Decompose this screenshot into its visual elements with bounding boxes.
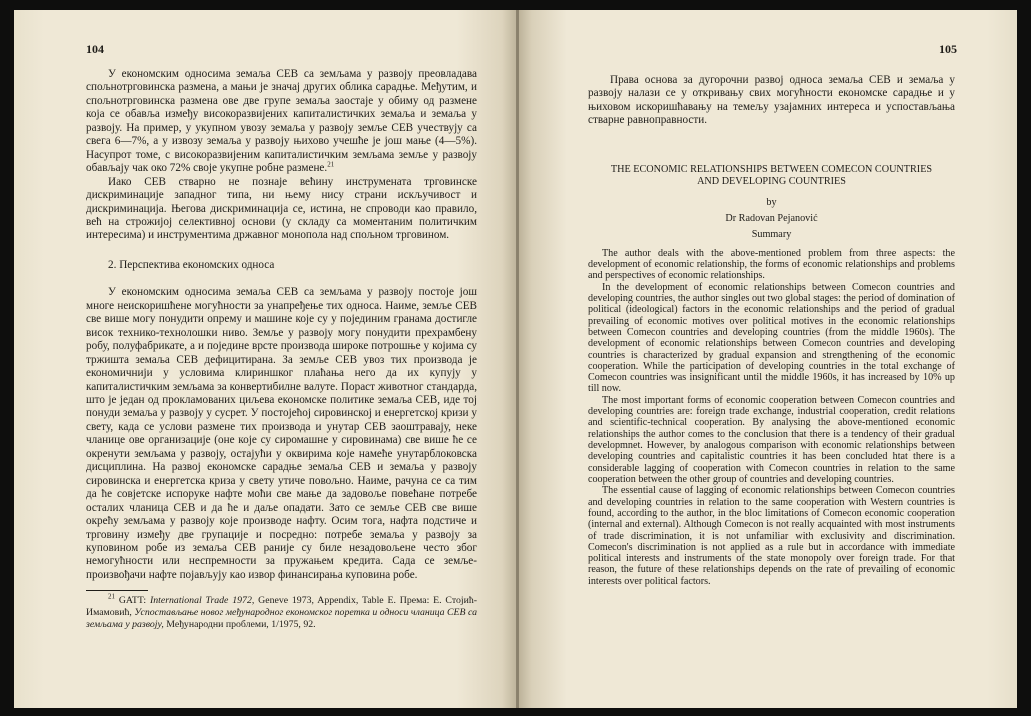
summary-title-line-2: AND DEVELOPING COUNTRIES: [697, 175, 846, 187]
page-number-right: 105: [939, 42, 957, 56]
footnote-tail: Међународни проблеми, 1/1975, 92.: [163, 618, 316, 630]
footnote: [86, 595, 477, 630]
summary-paragraph: The essential cause of lagging of economic relationships between Comecon countries and developing countries in relation to the same cooperation with Western countries is found, according to the author, in the bloc limitations of Comecon economic cooperation (internal and external). Although Comecon is not really acquainted with most instruments of trade discrimination, it is not unfamiliar with exclusivity and discrimination. Comecon's discrimination is not applied as a rule but in accordance with immediate political interests and instruments of the state monopoly over foreign trade. For that reason, the future of these relationships depends on the rate of prevailing of economic interests over political factors.: [588, 485, 955, 587]
summary-paragraph: In the development of economic relationships between Comecon countries and developing countries, the author singles out two global stages: the period of domination of political (ideological) factors in the economic relationships and the period of gradual prevailing of economic motives over political motives in the economic relationships between Comecon countries and developing countries (from the middle 1960s). The development of economic relationships between Comecon countries and developing countries is characterized by gradual expansion and strengthening of the economic cooperation. While the participation of developing countries in the total exchange of Comecon countries was insignificant until the middle 1960s, it has increased by 10% up till now.: [588, 281, 955, 395]
author-name: Dr Radovan Pejanović: [725, 212, 818, 224]
summary-paragraph: The most important forms of economic cooperation between Comecon countries and developing countries are: foreign trade exchange, industrial cooperation, credit relations and scientific-technical cooperation. By analysing the above-mentioned economic relationships the author comes to the conclusion that there is a tendency of their gradual developmnet. However, by analogous comparison with economic relationships between developing countries and capitalistic countries it has been concluded htat there is a considerable lagging of cooperation with Comecon countries in relation to the same cooperation between the other group of countries and developing countries.: [588, 394, 955, 485]
paragraph: У економским односима земаља СЕВ са земљама у развоју постоје још многе неискоришћене могућности за унапређење тих односа. Наиме, земље СЕВ све више могу понудити опрему и машине које су у појединим гранама достигле висок технико-технолошки ниво. Земље у развоју могу понудити прехрамбену робу, полуфабрикате, а и поједине врсте производа широке потрошње у којима су тржишта земаља СЕВ дефицитирана. За земље СЕВ увоз тих производа је економичнији у условима клириншког плаћања него да их купују у капиталистичким земљама за конвертибилне валуте. Пораст животног стандарда, што је један од прокламованих циљева економске политике земаља СЕВ, иде тој понуди земаља у развоју у сусрет. У постојећој сировинској и енергетској кризи у свету, када се услови размене тих производа и унутар СЕВ заоштравају, неке чланице ове организације (оне које су сиромашне у сировинама) све више ће се окренути земљама у развоју, остајући у оквирима које намеће унутарблоковска дисциплина. На развој економске сарадње земаља СЕВ и земаља у развоју сировинска и енергетска криза у свету утиче повољно. Наиме, рачуна се са тим да ће совјетске испоруке нафте моћи све мање да задовоље повећане потребе осталих чланица СЕВ и да ће и даље опадати. Зато се земље СЕВ све више окрећу земљама у развоју које производе нафту. Осим тога, нафта подстиче и трговину између две групације и посредно: потребе земаља у развоју за куповином робе из земаља СЕВ раније су биле незадовољене често због немогућности или неспремности за пружањем кредита. Сада се земље-произвођачи нафте појављују као извор финансирања куповина робе.: [86, 286, 477, 581]
footnote-number: 21: [108, 593, 115, 602]
paragraph: Права основа за дугорочни развој односа земаља СЕВ и земаља у развоју налази се у откривању свих могућности економске сарадње и у њиховом искоришћавању на темељу узајамних интереса и успостављања стварне равноправности.: [588, 74, 955, 127]
summary-column: [588, 164, 955, 587]
right-intro-column: [588, 74, 955, 128]
page-number-left: 104: [86, 42, 104, 56]
paragraph: Иако СЕВ стварно не познаје већину инструмената трговинске дискриминације западног типа, ни њему нису страни искључивост и дискриминација. Његова дискриминација се, истина, не спроводи као правило, већ на строжијој селективној основи (у складу са моментаним политичким интересима) и инструментима државног монопола над спољном трговином.: [86, 175, 477, 242]
by-line: by: [766, 197, 777, 209]
footnote-rule: [86, 590, 148, 591]
footnote-marker: 21: [327, 160, 335, 169]
footnote-lead: GATT:: [118, 595, 150, 607]
summary-label: Summary: [751, 229, 792, 241]
footnote-title: International Trade 1972,: [149, 595, 255, 607]
footnote-rest: Geneve 1973, Appendix, Table E. Према: Е. Стојић-Имамовић,: [86, 595, 478, 619]
footnote-title-2: Успостављање новог међународног економског поретка и односи чланица СЕВ са земљама у развоју,: [86, 607, 477, 630]
book-gutter: [516, 10, 519, 708]
section-heading: 2. Перспектива економских односа: [108, 258, 275, 271]
summary-title: [588, 164, 955, 187]
paragraph-text: У економским односима земаља СЕВ са земљама у развоју преовладава спољнотрговинска размена, а мањи је значај других облика сарадње. Међутим, и спољнотрговинска размена ове две групе земаља заостаје у обиму од размене која се обавља између високоразвијених капиталистичких земаља и земаља у развоју. На пример, у укупном увозу земаља у развоју земље СЕВ учествују са свега 6—7%, а у извозу земаља у развоју њихово учешће је још мање (4—5%). Насупрот томе, с високоразвијеним капиталистичким земљама земље у развоју обављају чак око 72% своје укупне робне размене.: [86, 68, 477, 175]
summary-title-line-1: THE ECONOMIC RELATIONSHIPS BETWEEN COMECON COUNTRIES: [610, 164, 933, 175]
left-text-column: [86, 68, 477, 631]
summary-paragraph: The author deals with the above-mentioned problem from three aspects: the development of economic relationship, the forms of economic relationships and problems and perspectives of economic relationships.: [588, 247, 955, 282]
paragraph: [86, 68, 477, 176]
